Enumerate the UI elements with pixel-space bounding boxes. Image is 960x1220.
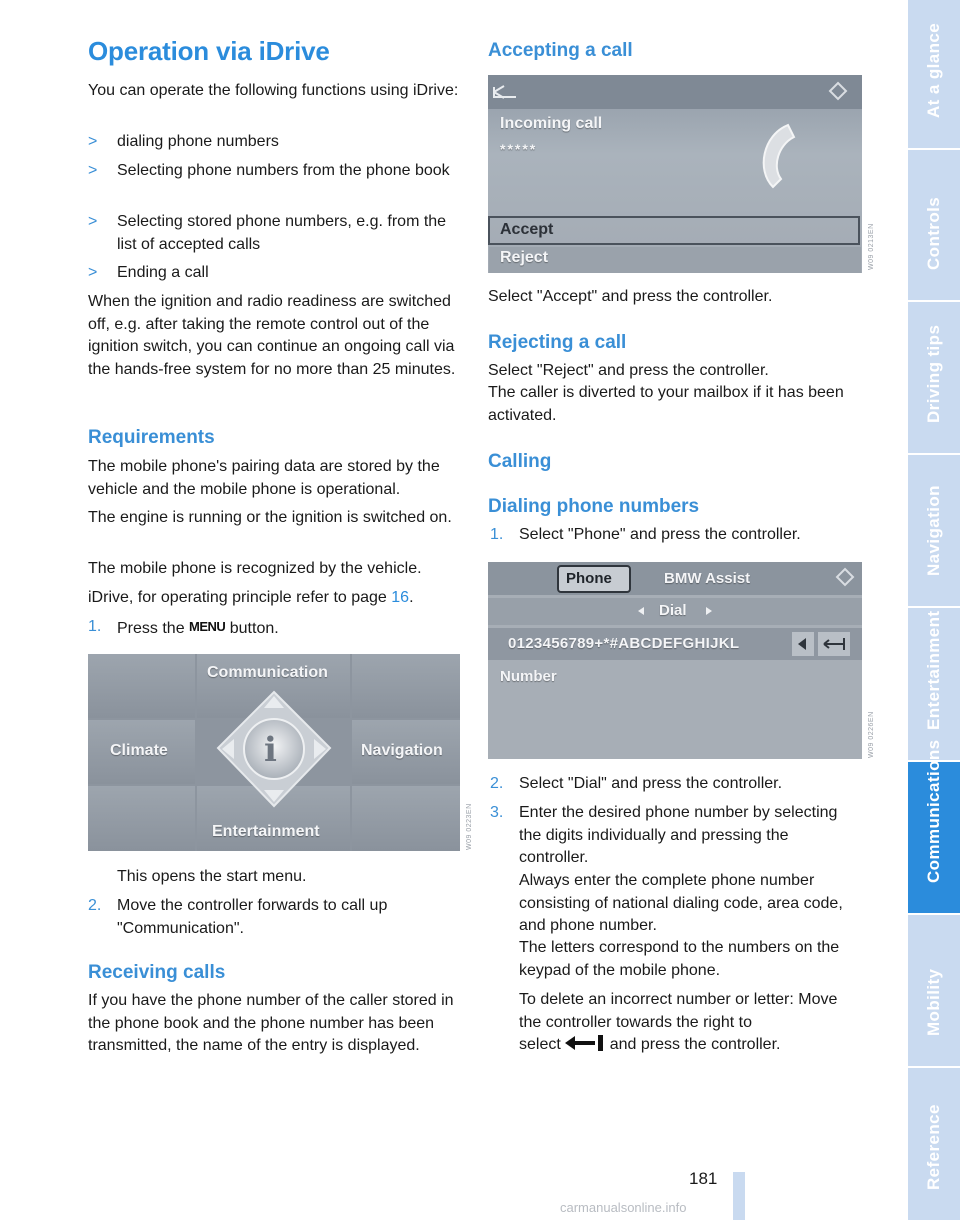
step-number: 3. xyxy=(490,804,504,821)
rejecting-call-heading: Rejecting a call xyxy=(488,332,627,353)
incoming-call-screenshot xyxy=(488,75,862,273)
step-1 xyxy=(88,616,460,639)
info-i-icon: i xyxy=(264,730,277,770)
handset-icon xyxy=(756,123,798,189)
menu-climate[interactable]: Climate xyxy=(110,742,168,759)
caller-id: ***** xyxy=(500,141,538,157)
tab-label: Controls xyxy=(924,196,943,270)
requirement-2: The engine is running or the ignition is switched on. xyxy=(88,509,452,526)
tab-label: At a glance xyxy=(924,22,943,118)
cursor-left-icon[interactable] xyxy=(792,632,814,656)
step-number: 1. xyxy=(490,526,504,543)
bullet-marker: > xyxy=(88,162,98,179)
dial-step-3-note-c: The letters correspond to the numbers on the keypad of the mobile phone. xyxy=(519,939,840,979)
menu-communication[interactable]: Communication xyxy=(207,664,328,681)
options-icon[interactable] xyxy=(830,81,850,101)
options-icon[interactable] xyxy=(836,568,856,588)
dial-step-3-select xyxy=(519,1034,859,1057)
dial-option[interactable]: Dial xyxy=(659,602,687,619)
dial-step-2 xyxy=(488,773,863,796)
step-1-note: This opens the start menu. xyxy=(117,868,307,885)
requirements-heading: Requirements xyxy=(88,427,215,448)
bullet-text: Selecting stored phone numbers, e.g. from the list of accepted calls xyxy=(117,213,447,253)
page-link[interactable]: 16 xyxy=(391,589,410,606)
accepting-call-text: Select "Accept" and press the controller. xyxy=(488,288,773,305)
menu-navigation[interactable]: Navigation xyxy=(361,742,443,759)
dialing-heading: Dialing phone numbers xyxy=(488,496,700,517)
select-end-text: and press the controller. xyxy=(605,1036,781,1053)
bullet-marker: > xyxy=(88,133,98,150)
page-title: Operation via iDrive xyxy=(88,36,330,66)
bullet-text: Selecting phone numbers from the phone book xyxy=(117,162,450,179)
phone-dial-graphic xyxy=(488,562,862,759)
back-arrow-icon[interactable] xyxy=(492,81,516,101)
watermark: carmanualsonline.info xyxy=(560,1200,687,1215)
accepting-call-heading: Accepting a call xyxy=(488,40,633,61)
requirement-4-end: . xyxy=(409,589,414,606)
delete-arrow-icon xyxy=(565,1034,605,1052)
tab-driving-tips[interactable] xyxy=(908,302,960,455)
requirement-4-text: iDrive, for operating principle refer to page xyxy=(88,589,392,606)
step-number: 1. xyxy=(88,618,102,635)
tab-navigation[interactable] xyxy=(908,455,960,608)
start-menu-screenshot xyxy=(88,654,460,851)
menu-entertainment[interactable]: Entertainment xyxy=(212,823,320,840)
image-code: W09 0223EN xyxy=(466,803,473,850)
phone-dial-screenshot xyxy=(488,562,862,759)
reject-option[interactable]: Reject xyxy=(500,249,549,266)
select-text: select xyxy=(519,1036,566,1053)
dial-step-3-note-b: Always enter the complete phone number consisting of national dialing code, area code, and phone number. xyxy=(519,872,843,934)
bullet-item xyxy=(88,262,460,285)
dial-step-3-text: Enter the desired phone number by selecting the digits individually and pressing the controller. xyxy=(519,804,838,866)
bullet-text: Ending a call xyxy=(117,264,209,281)
calling-heading: Calling xyxy=(488,451,552,472)
receiving-calls-text: If you have the phone number of the caller stored in the phone book and the phone number has been transmitted, the name of the entry is displayed. xyxy=(88,992,454,1054)
receiving-calls-heading: Receiving calls xyxy=(88,962,226,983)
dial-step-2-text: Select "Dial" and press the controller. xyxy=(519,775,783,792)
tab-bmw-assist[interactable]: BMW Assist xyxy=(664,570,751,587)
step-1-post: button. xyxy=(225,620,279,637)
step-number: 2. xyxy=(88,897,102,914)
bullet-marker: > xyxy=(88,264,98,281)
number-label: Number xyxy=(500,668,557,685)
accept-option[interactable]: Accept xyxy=(500,221,554,238)
tab-label: Reference xyxy=(924,1104,943,1190)
rejecting-call-text-1: Select "Reject" and press the controller. xyxy=(488,362,769,379)
tab-communications[interactable] xyxy=(908,739,960,915)
bullet-item xyxy=(88,160,460,206)
page-number: 181 xyxy=(689,1169,718,1188)
tab-label: Mobility xyxy=(924,968,943,1036)
incoming-call-graphic xyxy=(488,75,862,273)
page-marker-bar xyxy=(733,1172,745,1220)
step-1-line xyxy=(117,616,279,641)
bullet-marker: > xyxy=(88,213,98,230)
dial-step-1-text: Select "Phone" and press the controller. xyxy=(519,526,801,543)
dial-step-1 xyxy=(488,524,863,547)
incoming-call-title: Incoming call xyxy=(500,115,603,132)
delete-icon[interactable] xyxy=(818,632,850,656)
bullet-item xyxy=(88,211,460,257)
ignition-paragraph: When the ignition and radio readiness are switched off, e.g. after taking the remote control out of the ignition switch, you can continue an ongoing call via the hands-free system for no more than 25 minutes. xyxy=(88,293,456,378)
dial-step-3-note-d: To delete an incorrect number or letter: Move the controller towards the right to xyxy=(519,991,838,1031)
tab-controls[interactable] xyxy=(908,150,960,302)
requirement-3: The mobile phone is recognized by the vehicle. xyxy=(88,560,422,577)
bullet-item xyxy=(88,131,460,154)
image-code: W09 0213EN xyxy=(868,223,875,270)
tab-label: Communications xyxy=(924,739,943,883)
chapter-sidebar xyxy=(908,0,960,1220)
step-1-pre: Press the xyxy=(117,620,190,637)
intro-text: You can operate the following functions using iDrive: xyxy=(88,82,459,99)
tab-phone[interactable]: Phone xyxy=(566,570,612,587)
tab-mobility[interactable] xyxy=(908,915,960,1068)
tab-label: Driving tips xyxy=(924,324,943,423)
bullet-text: dialing phone numbers xyxy=(117,133,279,150)
requirement-4 xyxy=(88,587,463,610)
tab-label: Entertainment xyxy=(924,610,943,730)
menu-key-icon: MENU xyxy=(189,619,226,634)
dial-step-3 xyxy=(488,802,863,872)
image-code: W09 0226EN xyxy=(868,711,875,758)
step-2-text: Move the controller forwards to call up "Communication". xyxy=(117,897,388,937)
rejecting-call-text-2: The caller is diverted to your mailbox if it has been activated. xyxy=(488,384,844,424)
tab-reference[interactable] xyxy=(908,1068,960,1220)
digit-speller[interactable]: 0123456789+*#ABCDEFGHIJKL xyxy=(508,635,740,652)
step-2 xyxy=(88,895,460,941)
tab-at-a-glance[interactable] xyxy=(908,0,960,150)
tab-label: Navigation xyxy=(924,485,943,576)
requirement-1: The mobile phone's pairing data are stored by the vehicle and the mobile phone is operational. xyxy=(88,458,440,498)
step-number: 2. xyxy=(490,775,504,792)
